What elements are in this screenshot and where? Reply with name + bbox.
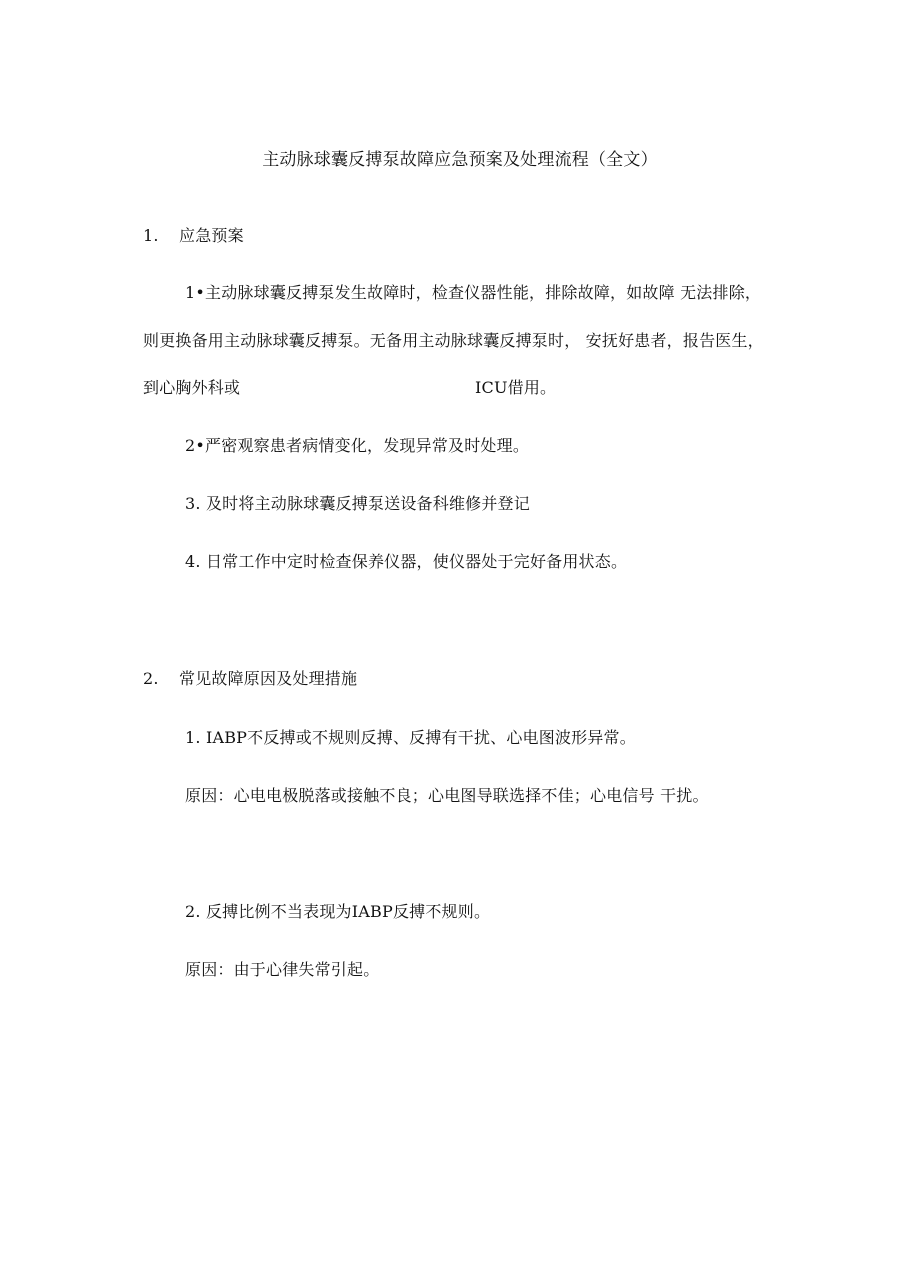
fault-item-2: 2. 反搏比例不当表现为IABP反搏不规则。 — [185, 902, 491, 921]
section-heading-text: 常见故障原因及处理措施 — [179, 669, 358, 688]
paragraph-4: 4. 日常工作中定时检查保养仪器，使仪器处于完好备用状态。 — [185, 552, 628, 571]
paragraph-2: 2•严密观察患者病情变化，发现异常及时处理。 — [185, 436, 530, 455]
section-heading-2 — [143, 669, 357, 689]
paragraph-1-line-3 — [143, 378, 843, 398]
fault-item-2-cause: 原因：由于心律失常引起。 — [185, 960, 380, 979]
fault-item-1-cause: 原因：心电电极脱落或接触不良；心电图导联选择不佳；心电信号 干扰。 — [185, 786, 709, 805]
page-title: 主动脉球囊反搏泵故障应急预案及处理流程（全文） — [262, 150, 658, 170]
paragraph-1-line-1: 1•主动脉球囊反搏泵发生故障时，检查仪器性能，排除故障，如故障 无法排除， — [185, 283, 762, 302]
section-heading-text: 应急预案 — [179, 226, 244, 245]
section-heading-1 — [143, 226, 244, 246]
paragraph-1-line-3-start: 到心胸外科或 — [143, 378, 241, 397]
fault-item-1: 1. IABP不反搏或不规则反搏、反搏有干扰、心电图波形异常。 — [185, 728, 636, 747]
section-number: 2. — [143, 669, 159, 688]
paragraph-1-line-2: 则更换备用主动脉球囊反搏泵。无备用主动脉球囊反搏泵时， 安抚好患者，报告医生， — [143, 331, 764, 350]
section-number: 1. — [143, 226, 159, 245]
paragraph-1-line-3-end: ICU借用。 — [475, 378, 557, 397]
paragraph-3: 3. 及时将主动脉球囊反搏泵送设备科维修并登记 — [185, 494, 530, 513]
